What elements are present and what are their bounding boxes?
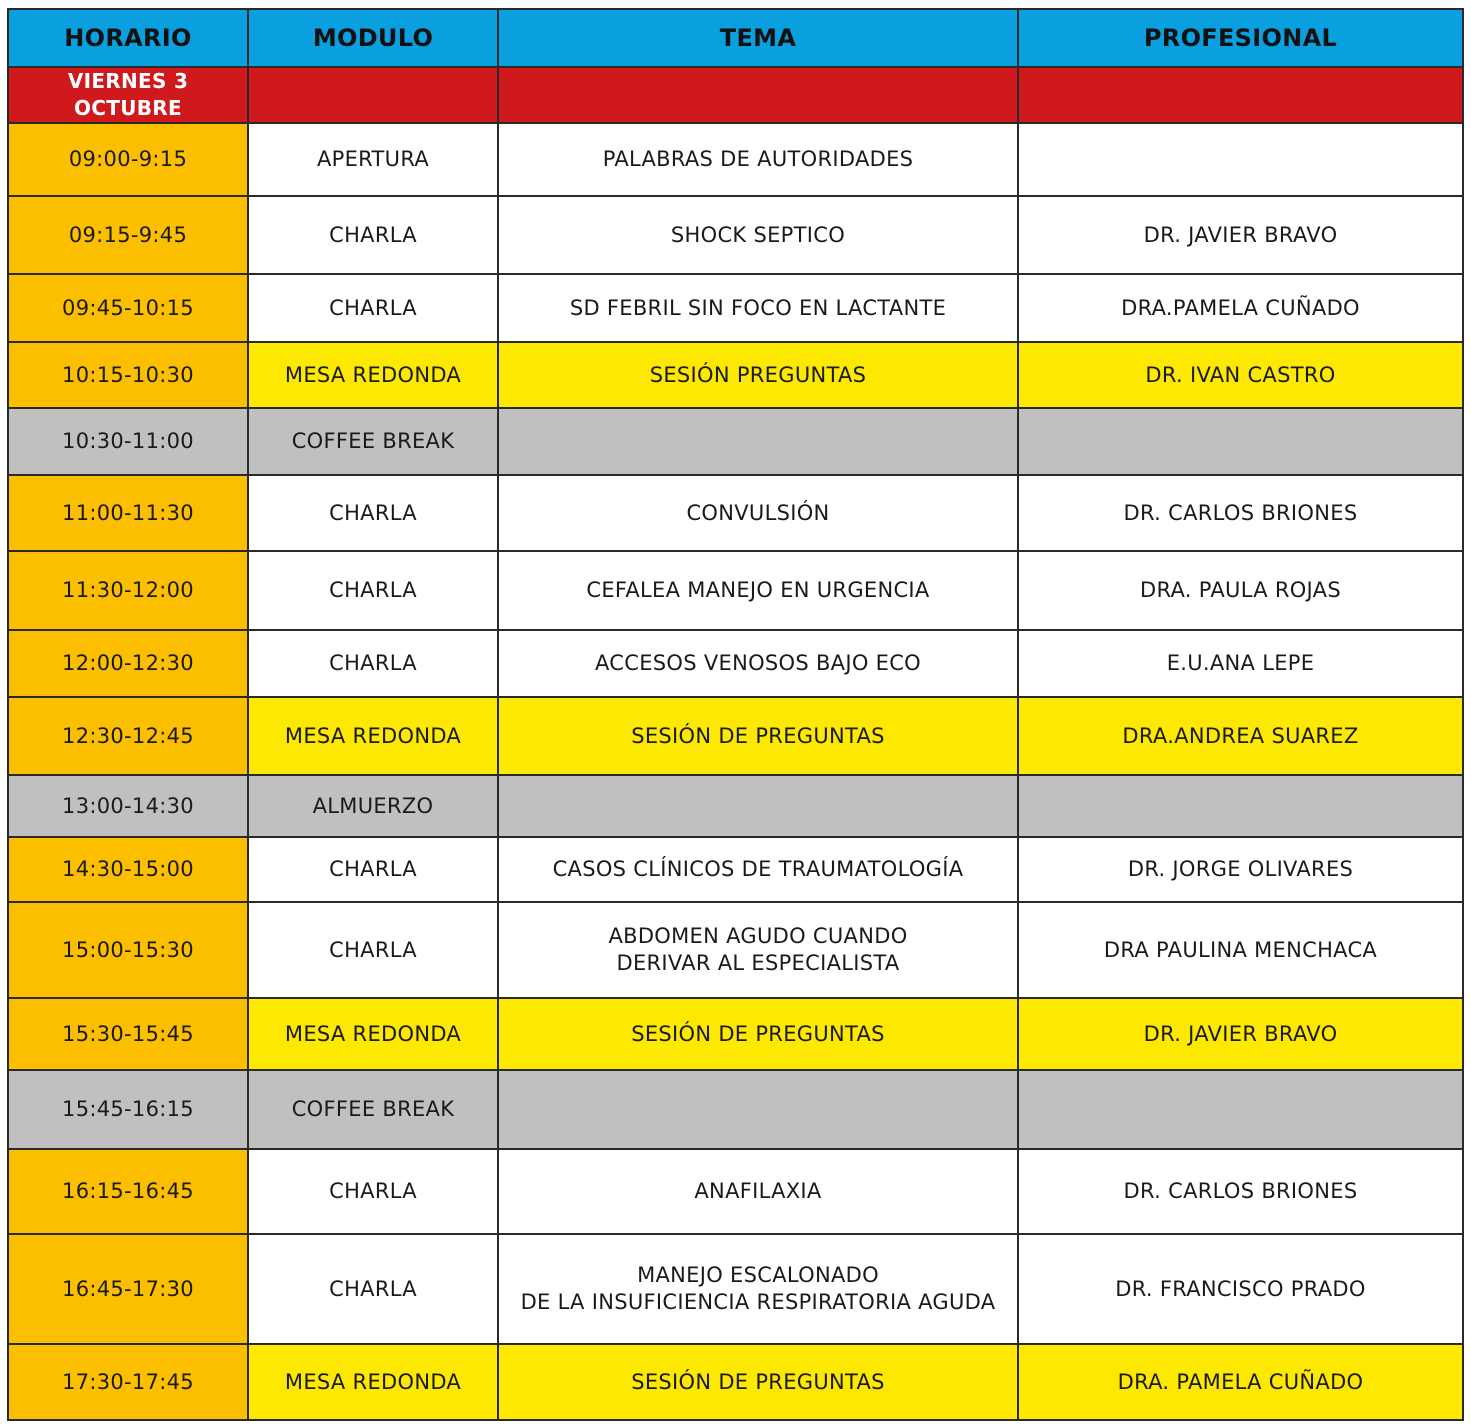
time-cell: 11:30-12:00 [8, 551, 248, 630]
table-row [8, 1344, 1463, 1420]
topic-cell [498, 408, 1018, 475]
topic-cell: SESIÓN DE PREGUNTAS [498, 697, 1018, 775]
module-cell: MESA REDONDA [248, 342, 498, 408]
topic-cell [498, 1070, 1018, 1149]
topic-cell: ANAFILAXIA [498, 1149, 1018, 1234]
table-row [8, 408, 1463, 475]
speaker-cell: DRA PAULINA MENCHACA [1018, 902, 1463, 998]
topic-cell: CEFALEA MANEJO EN URGENCIA [498, 551, 1018, 630]
topic-cell [498, 775, 1018, 837]
topic-cell: CASOS CLÍNICOS DE TRAUMATOLOGÍA [498, 837, 1018, 902]
speaker-cell: DR. CARLOS BRIONES [1018, 475, 1463, 551]
header-row [8, 9, 1463, 67]
module-cell: APERTURA [248, 123, 498, 196]
header-profesional: PROFESIONAL [1018, 9, 1463, 67]
day-row [8, 67, 1463, 123]
speaker-cell: DR. JAVIER BRAVO [1018, 196, 1463, 274]
header-horario: HORARIO [8, 9, 248, 67]
topic-cell: SHOCK SEPTICO [498, 196, 1018, 274]
time-cell: 12:00-12:30 [8, 630, 248, 697]
table-row [8, 697, 1463, 775]
table-row [8, 1070, 1463, 1149]
table-row [8, 902, 1463, 998]
header-tema: TEMA [498, 9, 1018, 67]
speaker-cell: DR. IVAN CASTRO [1018, 342, 1463, 408]
module-cell: CHARLA [248, 196, 498, 274]
time-cell: 13:00-14:30 [8, 775, 248, 837]
table-row [8, 837, 1463, 902]
speaker-cell: E.U.ANA LEPE [1018, 630, 1463, 697]
speaker-cell: DRA.ANDREA SUAREZ [1018, 697, 1463, 775]
day-cell [248, 67, 498, 123]
time-cell: 15:00-15:30 [8, 902, 248, 998]
module-cell: CHARLA [248, 630, 498, 697]
speaker-cell: DRA. PAMELA CUÑADO [1018, 1344, 1463, 1420]
table-row [8, 775, 1463, 837]
speaker-cell [1018, 123, 1463, 196]
time-cell: 16:45-17:30 [8, 1234, 248, 1344]
module-cell: CHARLA [248, 837, 498, 902]
table-row [8, 342, 1463, 408]
module-cell: COFFEE BREAK [248, 408, 498, 475]
speaker-cell: DR. JAVIER BRAVO [1018, 998, 1463, 1070]
speaker-cell: DR. FRANCISCO PRADO [1018, 1234, 1463, 1344]
table-row [8, 475, 1463, 551]
table-row [8, 196, 1463, 274]
table-row [8, 123, 1463, 196]
day-cell [1018, 67, 1463, 123]
table-row [8, 274, 1463, 342]
time-cell: 09:00-9:15 [8, 123, 248, 196]
module-cell: CHARLA [248, 1234, 498, 1344]
topic-cell: ACCESOS VENOSOS BAJO ECO [498, 630, 1018, 697]
time-cell: 17:30-17:45 [8, 1344, 248, 1420]
topic-cell: SESIÓN PREGUNTAS [498, 342, 1018, 408]
module-cell: MESA REDONDA [248, 998, 498, 1070]
speaker-cell: DR. JORGE OLIVARES [1018, 837, 1463, 902]
day-label: VIERNES 3 OCTUBRE [8, 67, 248, 123]
time-cell: 15:45-16:15 [8, 1070, 248, 1149]
time-cell: 10:15-10:30 [8, 342, 248, 408]
time-cell: 12:30-12:45 [8, 697, 248, 775]
module-cell: ALMUERZO [248, 775, 498, 837]
speaker-cell [1018, 775, 1463, 837]
time-cell: 09:15-9:45 [8, 196, 248, 274]
time-cell: 10:30-11:00 [8, 408, 248, 475]
module-cell: CHARLA [248, 274, 498, 342]
table-row [8, 630, 1463, 697]
speaker-cell: DR. CARLOS BRIONES [1018, 1149, 1463, 1234]
time-cell: 09:45-10:15 [8, 274, 248, 342]
table-row [8, 1149, 1463, 1234]
header-modulo: MODULO [248, 9, 498, 67]
day-cell [498, 67, 1018, 123]
schedule-table [7, 8, 1464, 1421]
speaker-cell: DRA. PAULA ROJAS [1018, 551, 1463, 630]
module-cell: MESA REDONDA [248, 697, 498, 775]
speaker-cell [1018, 408, 1463, 475]
module-cell: CHARLA [248, 551, 498, 630]
speaker-cell [1018, 1070, 1463, 1149]
table-row [8, 551, 1463, 630]
module-cell: MESA REDONDA [248, 1344, 498, 1420]
time-cell: 11:00-11:30 [8, 475, 248, 551]
speaker-cell: DRA.PAMELA CUÑADO [1018, 274, 1463, 342]
module-cell: COFFEE BREAK [248, 1070, 498, 1149]
table-row [8, 1234, 1463, 1344]
module-cell: CHARLA [248, 475, 498, 551]
module-cell: CHARLA [248, 1149, 498, 1234]
topic-cell: PALABRAS DE AUTORIDADES [498, 123, 1018, 196]
topic-cell: SESIÓN DE PREGUNTAS [498, 1344, 1018, 1420]
topic-cell: MANEJO ESCALONADO DE LA INSUFICIENCIA RESPIRATORIA AGUDA [498, 1234, 1018, 1344]
table-row [8, 998, 1463, 1070]
time-cell: 15:30-15:45 [8, 998, 248, 1070]
topic-cell: CONVULSIÓN [498, 475, 1018, 551]
topic-cell: SD FEBRIL SIN FOCO EN LACTANTE [498, 274, 1018, 342]
time-cell: 16:15-16:45 [8, 1149, 248, 1234]
module-cell: CHARLA [248, 902, 498, 998]
time-cell: 14:30-15:00 [8, 837, 248, 902]
topic-cell: SESIÓN DE PREGUNTAS [498, 998, 1018, 1070]
topic-cell: ABDOMEN AGUDO CUANDO DERIVAR AL ESPECIALISTA [498, 902, 1018, 998]
